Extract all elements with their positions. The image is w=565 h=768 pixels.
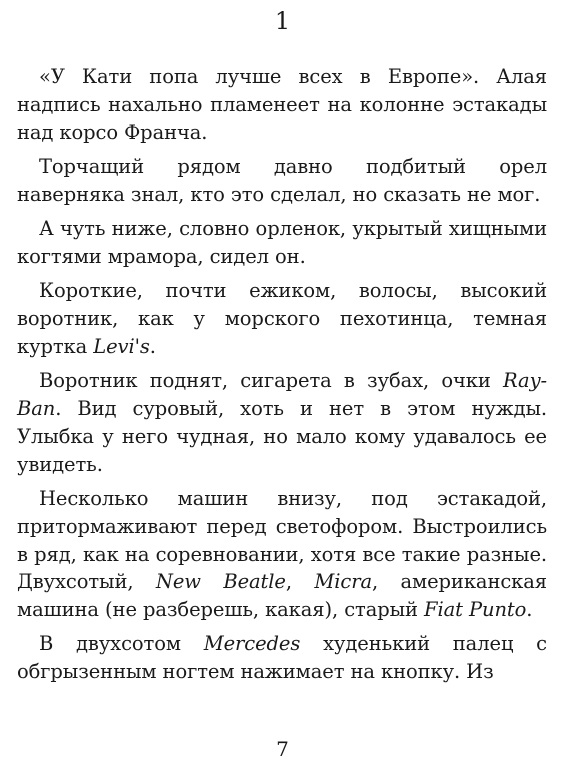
italic-text: Ray-Ban xyxy=(17,368,547,420)
text-run: Торчащий рядом давно подбитый орел наверняка знал, кто это сделал, но сказать не мог. xyxy=(17,154,547,206)
italic-text: New Beatle xyxy=(155,570,286,594)
italic-text: Micra xyxy=(314,570,372,594)
paragraph xyxy=(17,215,547,271)
text-run: худенький палец с обгрызенным ногтем нажимает на кнопку. Из xyxy=(17,632,547,684)
paragraph xyxy=(17,63,547,147)
text-run: . Вид суровый, хоть и нет в этом нужды. Улыбка у него чудная, но мало кому удавалось ее увидеть. xyxy=(17,396,547,476)
text-run: В двухсотом xyxy=(39,632,204,656)
text-run: Короткие, почти ежиком, волосы, высокий воротник, как у морского пехотинца, темная куртка xyxy=(17,278,547,358)
text-run: , xyxy=(285,570,315,594)
text-run: «У Кати попа лучше всех в Европе». Алая надпись нахально пламенеет на колонне эстакады над корсо Франча. xyxy=(17,65,547,144)
italic-text: Fiat Punto xyxy=(424,598,527,622)
paragraph xyxy=(17,630,547,686)
chapter-number: 1 xyxy=(274,7,291,35)
paragraph xyxy=(17,277,547,361)
text-run: , американская машина (не разберешь, какая), старый xyxy=(17,570,547,622)
paragraph xyxy=(17,485,547,625)
paragraph xyxy=(17,153,547,209)
text-run: . xyxy=(526,598,533,622)
text-run: Воротник поднят, сигарета в зубах, очки xyxy=(39,368,504,392)
text-run: Несколько машин внизу, под эстакадой, притормаживают перед светофором. Выстроились в ряд, как на соревновании, хотя все такие разные. Двухсотый, xyxy=(17,486,547,594)
italic-text: Levi's xyxy=(93,334,150,358)
body-text xyxy=(17,63,547,686)
paragraph xyxy=(17,367,547,479)
page-number: 7 xyxy=(276,737,289,761)
text-run: . xyxy=(149,334,156,358)
italic-text: Mercedes xyxy=(203,632,301,656)
text-run: А чуть ниже, словно орленок, укрытый хищными когтями мрамора, сидел он. xyxy=(17,216,547,268)
